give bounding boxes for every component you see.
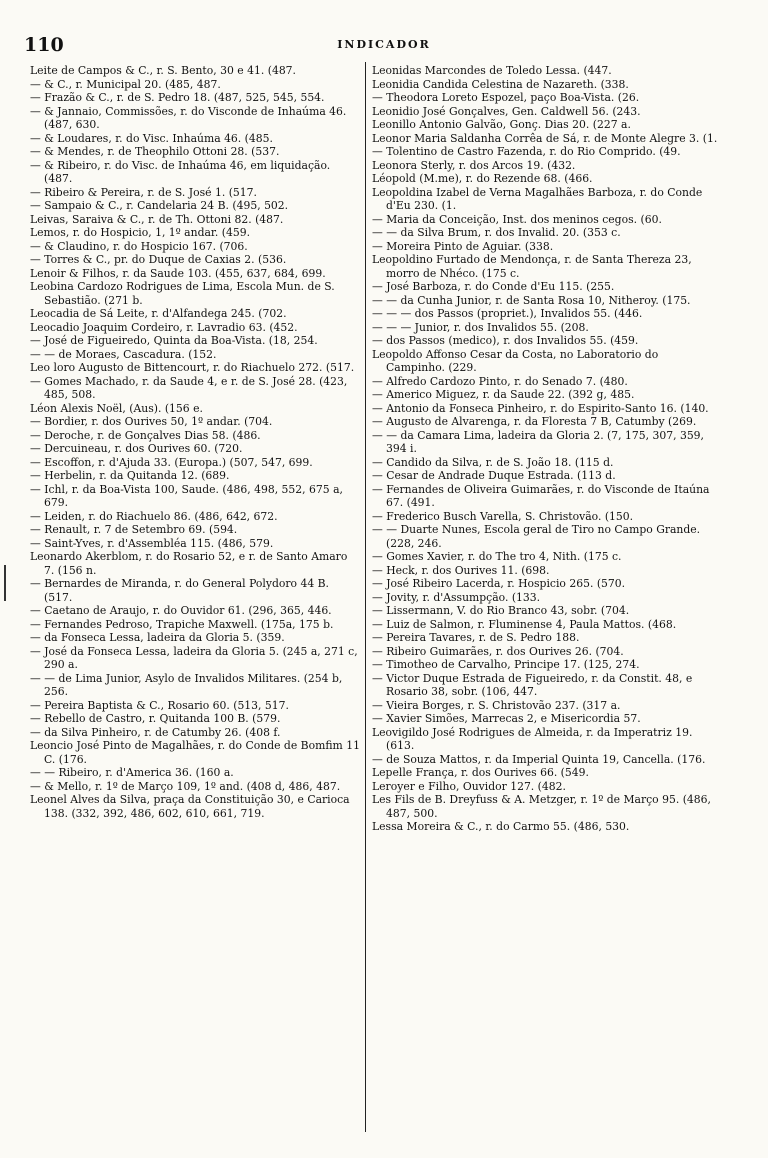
directory-entry: Leopoldino Furtado de Mendonça, r. de Santa Thereza 23, morro de Nhéco. (175 c. <box>372 253 692 280</box>
directory-entry: — Frazão & C., r. de S. Pedro 18. (487, 525, 545, 554. <box>30 91 325 104</box>
directory-entry: — & Claudino, r. do Hospicio 167. (706. <box>30 239 248 253</box>
right-column <box>372 64 720 834</box>
directory-entry: — Ribeiro Guimarães, r. dos Ourives 26. (704. <box>372 644 624 658</box>
directory-entry: — dos Passos (medico), r. dos Invalidos 55. (459. <box>372 334 639 347</box>
directory-entry: — Frederico Busch Varella, S. Christovão. (150. <box>372 509 634 523</box>
directory-entry: — Sampaio & C., r. Candelaria 24 B. (495, 502. <box>30 199 289 212</box>
left-column <box>30 64 360 820</box>
directory-entry: — Tolentino de Castro Fazenda, r. do Rio Comprido. (49. <box>372 145 681 158</box>
directory-entry: — Gomes Machado, r. da Saude 4, e r. de S. José 28. (423, 485, 508. <box>30 374 348 401</box>
directory-entry: Leivas, Saraiva & C., r. de Th. Ottoni 82. (487. <box>30 212 284 226</box>
directory-entry: — Americo Miguez, r. da Saude 22. (392 g, 485. <box>372 388 635 401</box>
directory-entry: — Cesar de Andrade Duque Estrada. (113 d. <box>372 469 616 482</box>
directory-entry: — de Souza Mattos, r. da Imperial Quinta 19, Cancella. (176. <box>372 752 706 766</box>
directory-entry: — Ichl, r. da Boa-Vista 100, Saude. (486, 498, 552, 675 a, 679. <box>30 482 343 509</box>
directory-entry: — Ribeiro & Pereira, r. de S. José 1. (517. <box>30 185 257 199</box>
directory-entry: — & Mello, r. 1º de Março 109, 1º and. (408 d, 486, 487. <box>30 779 341 793</box>
directory-entry: Lessa Moreira & C., r. do Carmo 55. (486, 530. <box>372 820 630 833</box>
directory-entry: — & C., r. Municipal 20. (485, 487. <box>30 77 221 91</box>
directory-entry: — Deroche, r. de Gonçalves Dias 58. (486. <box>30 428 261 442</box>
directory-entry: Leonor Maria Saldanha Corrêa de Sá, r. de Monte Alegre 3. (1. <box>372 131 718 145</box>
directory-entry: — Escoffon, r. d'Ajuda 33. (Europa.) (507, 547, 699. <box>30 455 313 469</box>
directory-entry: — — da Camara Lima, ladeira da Gloria 2. (7, 175, 307, 359, 394 i. <box>372 428 704 455</box>
directory-entry: — Fernandes de Oliveira Guimarães, r. do Visconde de Itaúna 67. (491. <box>372 482 710 509</box>
directory-entry: Leonel Alves da Silva, praça da Constituição 30, e Carioca 138. (332, 392, 486, 602, 610, 661, 719. <box>30 793 350 820</box>
directory-entry: Leonidio José Gonçalves, Gen. Caldwell 56. (243. <box>372 104 641 118</box>
directory-entry: — Luiz de Salmon, r. Fluminense 4, Paula Mattos. (468. <box>372 617 677 631</box>
directory-entry: — — — Junior, r. dos Invalidos 55. (208. <box>372 320 589 334</box>
directory-entry: Léon Alexis Noël, (Aus). (156 e. <box>30 401 203 415</box>
directory-entry: Leite de Campos & C., r. S. Bento, 30 e 41. (487. <box>30 64 296 77</box>
directory-entry: — Moreira Pinto de Aguiar. (338. <box>372 239 554 253</box>
directory-entry: Leo loro Augusto de Bittencourt, r. do Riachuelo 272. (517. <box>30 361 355 374</box>
directory-entry: — da Fonseca Lessa, ladeira da Gloria 5. (359. <box>30 631 285 644</box>
directory-entry: Leonidas Marcondes de Toledo Lessa. (447. <box>372 64 612 77</box>
page-header <box>0 0 768 56</box>
directory-entry: — José de Figueiredo, Quinta da Boa-Vista. (18, 254. <box>30 334 318 347</box>
directory-entry: — Theodora Loreto Espozel, paço Boa-Vista. (26. <box>372 91 640 104</box>
directory-entry: — Augusto de Alvarenga, r. da Floresta 7 B, Catumby (269. <box>372 415 697 428</box>
directory-entry: — — Duarte Nunes, Escola geral de Tiro no Campo Grande. (228, 246. <box>372 523 701 550</box>
directory-entry: — José Barboza, r. do Conde d'Eu 115. (255. <box>372 280 615 293</box>
directory-entry: — Pereira Tavares, r. de S. Pedro 188. <box>372 631 580 644</box>
directory-entry: — Fernandes Pedroso, Trapiche Maxwell. (175a, 175 b. <box>30 617 334 631</box>
directory-entry: — Bernardes de Miranda, r. do General Polydoro 44 B. (517. <box>30 577 329 604</box>
directory-entry: — José da Fonseca Lessa, ladeira da Gloria 5. (245 a, 271 c, 290 a. <box>30 644 358 671</box>
directory-entry: Leovigildo José Rodrigues de Almeida, r. da Imperatriz 19. (613. <box>372 725 693 752</box>
directory-entry: Leonillo Antonio Galvão, Gonç. Dias 20. (227 a. <box>372 118 631 131</box>
directory-entry: — Maria da Conceição, Inst. dos meninos cegos. (60. <box>372 212 662 226</box>
directory-entry: Leonidia Candida Celestina de Nazareth. (338. <box>372 77 629 91</box>
binding-edge-mark <box>4 565 6 601</box>
directory-entry: Leoncio José Pinto de Magalhães, r. do Conde de Bomfim 11 C. (176. <box>30 739 360 766</box>
directory-entry: — Gomes Xavier, r. do The tro 4, Nith. (175 c. <box>372 550 622 563</box>
directory-entry: — — da Cunha Junior, r. de Santa Rosa 10, Nitheroy. (175. <box>372 293 691 307</box>
column-divider <box>365 62 366 1132</box>
directory-entry: — Pereira Baptista & C., Rosario 60. (513, 517. <box>30 698 289 712</box>
running-title: INDICADOR <box>337 38 431 51</box>
directory-entry: Leocadio Joaquim Cordeiro, r. Lavradio 63. (452. <box>30 320 298 334</box>
directory-entry: — & Ribeiro, r. do Visc. de Inhaúma 46, em liquidação. (487. <box>30 158 331 185</box>
directory-entry: — Antonio da Fonseca Pinheiro, r. do Espirito-Santo 16. (140. <box>372 401 709 415</box>
directory-entry: — Alfredo Cardozo Pinto, r. do Senado 7. (480. <box>372 374 628 388</box>
directory-entry: — Jovity, r. d'Assumpção. (133. <box>372 590 541 604</box>
page-number: 110 <box>24 34 64 56</box>
directory-entry: Leopoldo Affonso Cesar da Costa, no Laboratorio do Campinho. (229. <box>372 347 659 374</box>
directory-entry: Leobina Cardozo Rodrigues de Lima, Escola Mun. de S. Sebastião. (271 b. <box>30 280 335 307</box>
directory-entry: — Victor Duque Estrada de Figueiredo, r. da Constit. 48, e Rosario 38, sobr. (106, 447. <box>372 671 693 698</box>
directory-entry: — José Ribeiro Lacerda, r. Hospicio 265. (570. <box>372 577 626 590</box>
directory-entry: Lemos, r. do Hospicio, 1, 1º andar. (459. <box>30 226 251 239</box>
directory-entry: — Vieira Borges, r. S. Christovão 237. (317 a. <box>372 698 621 712</box>
directory-entry: — Dercuineau, r. dos Ourives 60. (720. <box>30 442 243 455</box>
directory-entry: Lenoir & Filhos, r. da Saude 103. (455, 637, 684, 699. <box>30 266 326 280</box>
directory-entry: — Bordier, r. dos Ourives 50, 1º andar. (704. <box>30 415 273 428</box>
directory-entry: — Renault, r. 7 de Setembro 69. (594. <box>30 523 238 536</box>
directory-entry: — Timotheo de Carvalho, Principe 17. (125, 274. <box>372 658 640 671</box>
directory-entry: — & Loudares, r. do Visc. Inhaúma 46. (485. <box>30 131 273 145</box>
directory-entry: — da Silva Pinheiro, r. de Catumby 26. (408 f. <box>30 725 281 739</box>
directory-entry: — Torres & C., pr. do Duque de Caxias 2. (536. <box>30 253 287 266</box>
directory-entry: — & Mendes, r. de Theophilo Ottoni 28. (537. <box>30 145 280 158</box>
directory-entry: Léopold (M.me), r. do Rezende 68. (466. <box>372 172 593 185</box>
directory-entry: Leroyer e Filho, Ouvidor 127. (482. <box>372 779 566 793</box>
directory-entry: — Herbelin, r. da Quitanda 12. (689. <box>30 469 230 482</box>
directory-entry: — Leiden, r. do Riachuelo 86. (486, 642, 672. <box>30 509 278 523</box>
directory-entry: — Candido da Silva, r. de S. João 18. (115 d. <box>372 455 614 469</box>
directory-entry: — & Jannaio, Commissões, r. do Visconde de Inhaúma 46. (487, 630. <box>30 104 347 131</box>
directory-entry: Lepelle França, r. dos Ourives 66. (549. <box>372 766 589 779</box>
directory-entry: Leonardo Akerblom, r. do Rosario 52, e r. de Santo Amaro 7. (156 n. <box>30 550 348 577</box>
directory-entry: Leonora Sterly, r. dos Arcos 19. (432. <box>372 158 576 172</box>
directory-entry: — — Ribeiro, r. d'America 36. (160 a. <box>30 766 234 779</box>
directory-entry: — Rebello de Castro, r. Quitanda 100 B. (579. <box>30 712 281 725</box>
directory-entry: Leopoldina Izabel de Verna Magalhães Barboza, r. do Conde d'Eu 230. (1. <box>372 185 703 212</box>
directory-entry: — — de Lima Junior, Asylo de Invalidos Militares. (254 b, 256. <box>30 671 343 698</box>
directory-entry: — Xavier Simões, Marrecas 2, e Misericordia 57. <box>372 712 641 725</box>
directory-entry: — Saint-Yves, r. d'Assembléa 115. (486, 579. <box>30 536 274 550</box>
directory-entry: Leocadia de Sá Leite, r. d'Alfandega 245. (702. <box>30 307 287 320</box>
directory-entry: — — — dos Passos (propriet.), Invalidos 55. (446. <box>372 307 643 320</box>
directory-entry: Les Fils de B. Dreyfuss & A. Metzger, r. 1º de Março 95. (486, 487, 500. <box>372 793 711 820</box>
directory-entry: — — de Moraes, Cascadura. (152. <box>30 347 217 361</box>
directory-entry: — — da Silva Brum, r. dos Invalid. 20. (353 c. <box>372 226 621 239</box>
directory-entry: — Heck, r. dos Ourives 11. (698. <box>372 563 550 577</box>
directory-entry: — Caetano de Araujo, r. do Ouvidor 61. (296, 365, 446. <box>30 604 332 617</box>
directory-entry: — Lissermann, V. do Rio Branco 43, sobr. (704. <box>372 604 630 617</box>
